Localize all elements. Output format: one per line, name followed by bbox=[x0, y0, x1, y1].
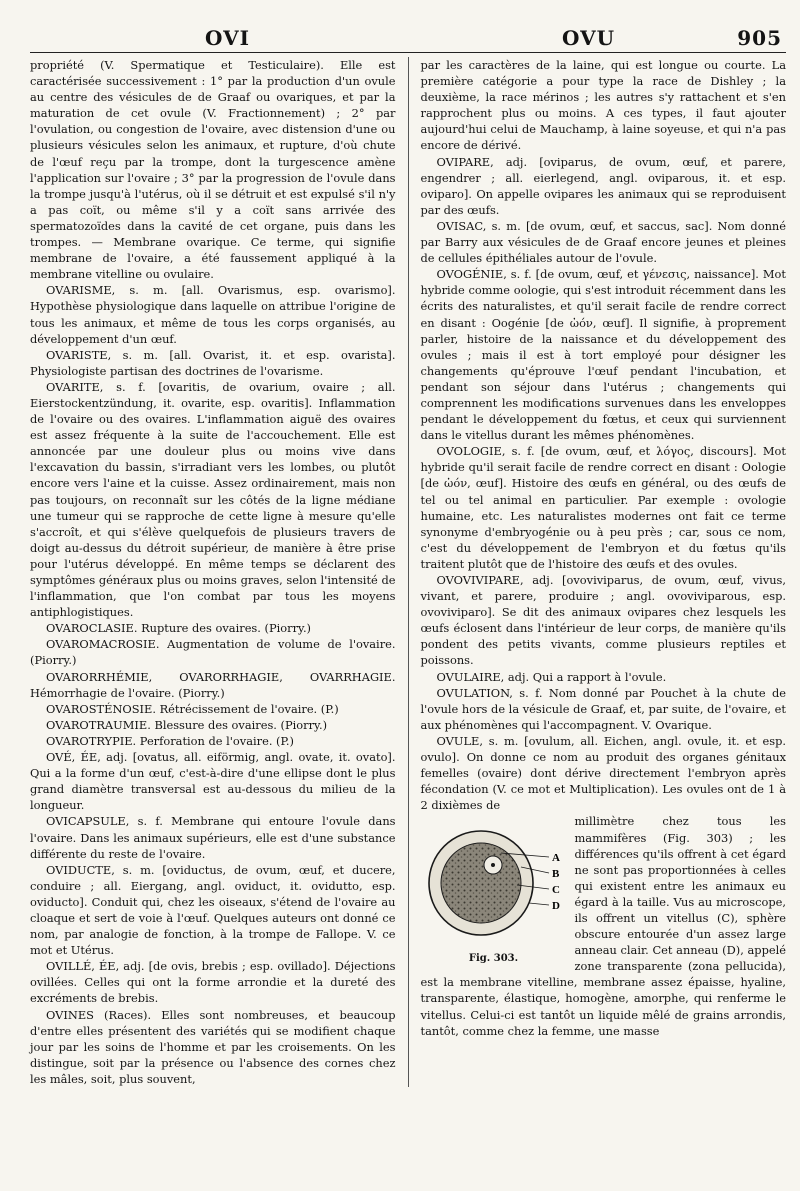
ovule-illustration bbox=[421, 817, 567, 949]
entry-ovovivipare: OVOVIVIPARE, adj. [ovoviviparus, de ovum, œuf, vivus, vivant, et parere, produire ; angl. ovoviviparous, esp. ovoviviparo]. Se dit des animaux ovipares chez lesquels les œufs éclosent dans l'intérieur de leur corps, de manière qu'ils pondent des petits vivants, comme plusieurs reptiles et poissons. bbox=[420, 573, 786, 668]
page-header bbox=[30, 22, 786, 53]
entry-ovaroclasie: OVAROCLASIE. Rupture des ovaires. (Piorry.) bbox=[46, 621, 312, 636]
entry-ovulaire: OVULAIRE, adj. Qui a rapport à l'ovule. bbox=[436, 669, 667, 684]
entry-ovologie: OVOLOGIE, s. f. [de ovum, œuf, et λόγος, discours]. Mot hybride qu'il serait facile de rendre correct en disant : Oologie [de ὠόν, œuf]. Histoire des œufs en général, ou des œufs de tel ou tel animal en particulier. Par exemple : ovologie humaine, etc. Les naturalistes modernes ont fait ce terme synonyme d'embryogénie ou à peu près ; car, sous ce nom, c'est du développement de l'embryon et du fœtus qu'ils traitent plutôt que de l'histoire des œufs et des ovules. bbox=[420, 444, 786, 571]
left-running-head: OVI bbox=[205, 26, 250, 50]
label-a: A bbox=[551, 852, 560, 865]
entry-oviducte: OVIDUCTE, s. m. [oviductus, de ovum, œuf, et ducere, conduire ; all. Eiergang, angl. oviduct, it. ovidutto, esp. oviducto]. Conduit qui, chez les oiseaux, s'étend de l'ovaire au cloaque et sert de voie à l'œuf. Quelques auteurs ont donné ce nom, par analogie de fonction, à la trompe de Fallope. V. ce mot et Utérus. bbox=[30, 862, 396, 958]
entry-ovipare: OVIPARE, adj. [oviparus, de ovum, œuf, et parere, engendrer ; all. eierlegend, angl. oviparous, it. et esp. oviparo]. On appelle ovipares les animaux qui se reproduisent par des œufs. bbox=[420, 154, 786, 217]
entry-ovogenie: OVOGÉNIE, s. f. [de ovum, œuf, et γένεσις, naissance]. Mot hybride comme oologie, qui s'est introduit récemment dans les écrits des naturalistes, et qu'il serait facile de rendre correct en disant : Oogénie [de ὠόν, œuf]. Il signifie, à proprement parler, histoire de la naissance et du développement des ovules ; mais il est à tort employé pour désigner les changements qu'éprouve l'œuf pendant l'incubation, et pendant son séjour dans l'utérus ; changements qui comprennent les modifications survenues dans les enveloppes pendant le développement du fœtus, et ceux qui surviennent dans le vitellus durant les mêmes phénomènes. bbox=[420, 267, 786, 443]
entry-ovariste: OVARISTE, s. m. [all. Ovarist, it. et esp. ovarista]. Physiologiste partisan des doctrines de l'ovarisme. bbox=[30, 347, 396, 378]
right-running-head: OVU bbox=[562, 26, 616, 50]
entry-oville: OVILLÉ, ÉE, adj. [de ovis, brebis ; esp. ovillado]. Déjections ovillées. Celles qui ont la forme arrondie et la dureté des excréments de brebis. bbox=[30, 959, 396, 1006]
ovule-figure bbox=[421, 817, 567, 967]
entry-ovulation: OVULATION, s. f. Nom donné par Pouchet à la chute de l'ovule hors de la vésicule de Graaf, et, par suite, de l'ovaire, et aux phénomènes qui l'accompagnent. V. Ovarique. bbox=[420, 685, 786, 732]
page-number: 905 bbox=[737, 26, 782, 50]
entry-ovines-continuation: par les caractères de la laine, qui est longue ou courte. La première catégorie a pour type la race de Dishley ; la deuxième, la race mérinos ; les autres s'y rattachent et s'en rapprochent plus ou moins. A ces types, il faut ajouter aujourd'hui celui de Mauchamp, à laine soyeuse, et qui n'a pas encore de dérivé. bbox=[420, 58, 786, 153]
entry-ovarite: OVARITE, s. f. [ovaritis, de ovarium, ovaire ; all. Eierstockentzündung, it. ovarite, esp. ovaritis]. Inflammation de l'ovaire ou des ovaires. L'inflammation aiguë des ovaires est assez fréquente à la suite de l'accouchement. Elle est annoncée par une douleur plus ou moins vive dans l'excavation du bassin, s'irradiant vers les lombes, ou plutôt encore vers l'aine et la cuisse. Assez ordinairement, mais non pas toujours, on reconnaît sur les côtés de la ligne médiane une tumeur qui se rapproche de cette ligne à mesure qu'elle s'accroît, et qui s'élève quelquefois de plusieurs travers de doigt au-dessus du détroit supérieur, de manière à être prise pour l'utérus développé. En même temps se déclarent des symptômes généraux plus ou moins graves, selon l'intensité de l'inflammation, que l'on combat par tous les moyens antiphlogistiques. bbox=[30, 379, 396, 620]
right-column bbox=[408, 57, 787, 1087]
entry-ovines: OVINES (Races). Elles sont nombreuses, et beaucoup d'entre elles présentent des variétés qui se modifient chaque jour par les soins de l'homme et par les croisements. On les distingue, soit par la présence ou l'absence des cornes chez les mâles, soit, plus souvent, bbox=[30, 1007, 396, 1086]
label-c: C bbox=[551, 884, 560, 897]
entry-ovarorrhemie: OVARORRHÉMIE, OVARORRHAGIE, OVARRHAGIE. Hémorrhagie de l'ovaire. (Piorry.) bbox=[30, 669, 396, 700]
entry-ovarique-continuation: propriété (V. Spermatique et Testiculaire). Elle est caractérisée successivement : 1° par la production d'un ovule au centre des vésicules de de Graaf ou ovariques, et par la maturation de cet ovule (V. Fractionnement) ; 2° par l'ovulation, ou congestion de l'ovaire, avec distension d'une ou plusieurs vésicules selon les animaux, et rupture, d'où chute de l'œuf reçu par la trompe, dont la turgescence amène l'application sur l'ovaire ; 3° par la progression de l'ovule dans la trompe jusqu'à l'utérus, où il se détruit et est expulsé s'il n'y a pas coït, ou même s'il y a coït sans arrivée des spermatozoïdes dans la cavité de cet organe, puis dans les trompes. — Membrane ovarique. Ce terme, qui signifie membrane de l'ovaire, a été faussement appliqué à la membrane vitelline ou ovulaire. bbox=[30, 58, 396, 282]
figure-caption: Fig. 303. bbox=[468, 953, 519, 965]
entry-ovarisme: OVARISME, s. m. [all. Ovarismus, esp. ovarismo]. Hypothèse physiologique dans laquelle on attribue l'origine de tous les animaux, et même de tous les corps organisés, au développement d'un œuf. bbox=[30, 283, 396, 346]
entry-ovaromacrosie: OVAROMACROSIE. Augmentation de volume de l'ovaire. (Piorry.) bbox=[30, 637, 396, 668]
germinal-spot bbox=[491, 863, 495, 867]
label-d: D bbox=[551, 900, 560, 913]
entry-ovule: OVULE, s. m. [ovulum, all. Eichen, angl. ovule, it. et esp. ovulo]. On donne ce nom au produit des organes génitaux femelles (ovaire) dont dérive directement l'embryon après fécondation (V. ce mot et Multiplication). Les ovules ont de 1 à 2 dixièmes de bbox=[420, 733, 786, 813]
text-columns bbox=[30, 57, 786, 1087]
label-b: B bbox=[551, 868, 559, 881]
entry-ovule-continuation: millimètre chez tous les mammifères (Fig. 303) ; les différences qu'ils offrent à cet égard ne sont pas proportionnées à celles qui existent entre les animaux eu égard à la taille. Vus au microscope, ils offrent un vitellus (C), sphère obscure entourée d'un assez large anneau clair. Cet anneau (D), appelé zone transparente (zona pellucida), est la membrane vitelline, membrane assez épaisse, hyaline, transparente, élastique, homogène, amorphe, qui renferme le vitellus. Celui-ci est tantôt un liquide mêlé de grains arrondis, tantôt, comme chez la femme, une masse bbox=[420, 814, 786, 1038]
vitellus-grain-texture bbox=[441, 843, 521, 923]
entry-ovarostenosie: OVAROSTÉNOSIE. Rétrécissement de l'ovaire. (P.) bbox=[46, 701, 339, 716]
left-column bbox=[30, 57, 408, 1087]
entry-ovisac: OVISAC, s. m. [de ovum, œuf, et saccus, sac]. Nom donné par Barry aux vésicules de de Graaf encore jeunes et pleines de cellules épithéliales autour de l'ovule. bbox=[420, 218, 786, 266]
pointer-d bbox=[529, 903, 549, 905]
entry-ovarotrypie: OVAROTRYPIE. Perforation de l'ovaire. (P.) bbox=[46, 733, 294, 748]
entry-ove: OVÉ, ÉE, adj. [ovatus, all. eiförmig, angl. ovate, it. ovato]. Qui a la forme d'un œuf, c'est-à-dire d'une ellipse dont le plus grand diamètre transversal est au-dessous du milieu de la longueur. bbox=[30, 750, 396, 813]
entry-ovicapsule: OVICAPSULE, s. f. Membrane qui entoure l'ovule dans l'ovaire. Dans les animaux supérieurs, elle est d'une substance différente du reste de l'ovaire. bbox=[30, 814, 396, 861]
entry-ovarotraumie: OVAROTRAUMIE. Blessure des ovaires. (Piorry.) bbox=[46, 717, 328, 732]
